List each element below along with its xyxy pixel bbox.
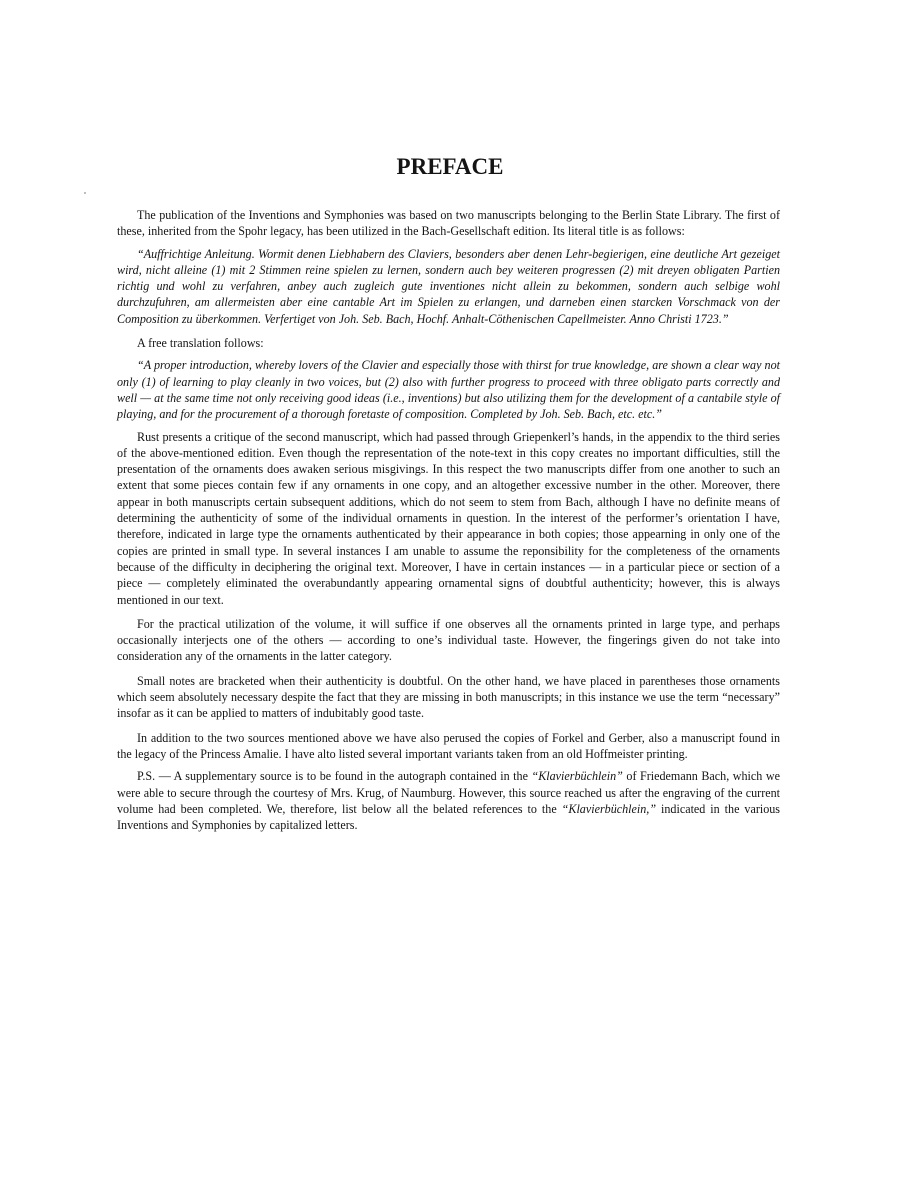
paragraph-postscript bbox=[117, 768, 780, 833]
paragraph-translation-intro: A free translation follows: bbox=[137, 336, 264, 351]
paragraph-english-translation: “A proper introduction, whereby lovers of the Clavier and especially those with thirst for true knowledge, are shown a clear way not only (1) of learning to play cleanly in two voices, but (2) also with further progress to proceed with three obligato parts correctly and well — at the same time not only receiving good ideas (i.e., inventions) but also utilizing them for the development of a cantabile style of playing, and for the procurement of a thorough foretaste of composition. Completed by Joh. Seb. Bach, etc. etc.” bbox=[117, 358, 780, 422]
postscript-text-e: indicated in the various Inventions and Symphonies by capitalized letters. bbox=[117, 801, 781, 833]
preface-body bbox=[117, 207, 780, 839]
paragraph-other-sources: In addition to the two sources mentioned above we have also perused the copies of Forkel and Gerber, also a manuscript found in the legacy of the Princess Amalie. I have alto listed several important variants taken from an old Hoffmeister printing. bbox=[117, 730, 780, 761]
paragraph-small-notes: Small notes are bracketed when their authenticity is doubtful. On the other hand, we have placed in parentheses those ornaments which seem absolutely necessary despite the fact that they are missing in both manuscripts; in this instance we use the term “necessary” insofar as it can be applied to matters of indubitably good taste. bbox=[117, 673, 780, 721]
paragraph-rust-critique: Rust presents a critique of the second manuscript, which had passed through Griepenkerl’s hands, in the appendix to the third series of the above-mentioned edition. Even though the representation of the note-text in this copy creates no important difficulties, still the presentation of the ornaments does awaken serious misgivings. In this respect the two manuscripts differ from one another to such an extent that some pieces contain few if any ornaments in one copy, and an altogether excessive number in the other. Moreover, there appear in both manuscripts certain subsequent additions, which do not seem to stem from Bach, although I have no definite means of determining the authenticity of some of the individual ornaments in question. In the interest of the performer’s orientation I have, therefore, indicated in large type the ornaments authenticated by their appearance in both copies; those appearning in only one of the copies are printed in small type. In several instances I am unable to assume the reponsibility for the completeness of the ornaments because of the difficulty in deciphering the original text. Moreover, I have in certain instances — in a particular piece or section of a piece — completely eliminated the overabundantly appearing ornamental signs of doubtful authenticity; however, this is always mentioned in our text. bbox=[117, 429, 780, 607]
postscript-klavierbuchlein-1: “Klavierbüchlein” bbox=[531, 769, 623, 784]
postscript-text-c: of Friedemann Bach, which we were able to secure through the courtesy of Mrs. Krug, of Naumburg. However, this source reached us after the engraving of the current volume had been completed. We, therefore, list below all the belated references to the bbox=[117, 769, 780, 816]
page-title: PREFACE bbox=[396, 154, 504, 179]
postscript-text-a: P.S. — A supplementary source is to be found in the autograph contained in the bbox=[137, 769, 532, 784]
paragraph-practical-use: For the practical utilization of the volume, it will suffice if one observes all the ornaments printed in large type, and perhaps occasionally interjects one of the others — according to one’s individual taste. However, the fingerings given do not take into consideration any of the ornaments in the latter category. bbox=[117, 616, 780, 664]
margin-mark bbox=[84, 192, 86, 194]
postscript-klavierbuchlein-2: “Klavierbüchlein,” bbox=[561, 801, 657, 816]
paragraph-intro: The publication of the Inventions and Symphonies was based on two manuscripts belonging to the Berlin State Library. The first of these, inherited from the Spohr legacy, has been utilized in the Bach-Gesellschaft edition. Its literal title is as follows: bbox=[117, 208, 780, 239]
paragraph-german-title: “Auffrichtige Anleitung. Wormit denen Liebhabern des Claviers, besonders aber denen Lehr-begierigen, eine deutliche Art gezeiget wird, nicht alleine (1) mit 2 Stimmen reine spielen zu lernen, sondern auch bey weiteren progressen (2) mit dreyen obligaten Partien richtig und wohl zu verfahren, anbey auch zugleich gute inventiones nicht allein zu bekommen, sondern auch selbige wohl durchzufuhren, am allermeisten aber eine cantable Art im Spielen zu erlangen, und darneben einen starcken Vorschmack von der Composition zu überkommen. Verfertiget von Joh. Seb. Bach, Hochf. Anhalt-Cöthenischen Capellmeister. Anno Christi 1723.” bbox=[117, 246, 780, 326]
